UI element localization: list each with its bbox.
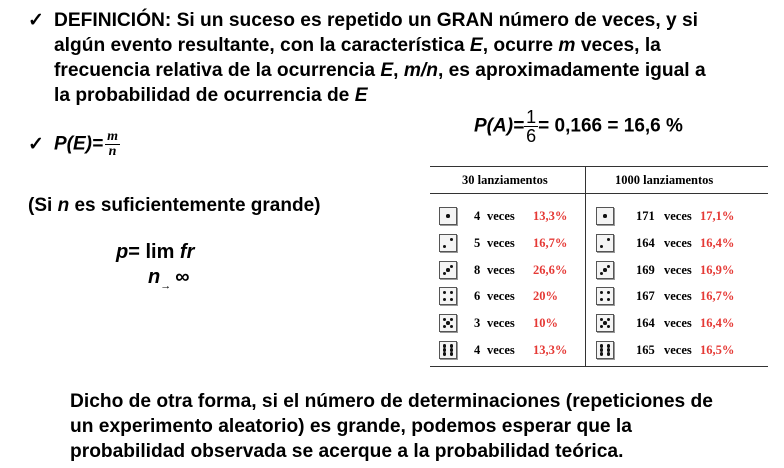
unit-label: veces: [487, 209, 515, 223]
arrow-right-icon: →: [160, 280, 172, 292]
definition-line-1: ✓ DEFINICIÓN: Si un suceso es repetido un GRAN número de veces, y si: [28, 10, 699, 31]
pa-fraction: $\frac{1}{6}$: [526, 107, 537, 146]
unit-label: veces: [664, 316, 692, 330]
definition-line-2: algún evento resultante, con la característica E, ocurre m veces, la: [54, 35, 661, 56]
right-percent: 16,7%: [700, 289, 735, 303]
right-percent: 17,1%: [700, 209, 735, 223]
left-count: 6: [474, 289, 481, 303]
unit-label: veces: [487, 343, 515, 357]
right-count: 167: [636, 289, 655, 303]
right-count: 164: [636, 236, 655, 250]
table-header-rule: [430, 193, 768, 194]
right-count: 165: [636, 343, 655, 357]
right-percent: 16,5%: [700, 343, 735, 357]
limit-formula: p= lim fr: [116, 241, 195, 263]
left-percent: 10%: [533, 316, 558, 330]
right-count: 169: [636, 263, 655, 277]
check-mark-icon: ✓: [28, 10, 45, 31]
pe-fraction: $\frac{m}{n}$: [107, 129, 118, 159]
right-count: 171: [636, 209, 655, 223]
table-bottom-rule: [430, 366, 768, 367]
definition-line-3: frecuencia relativa de la ocurrencia E, m/n, es aproximadamente igual a: [54, 60, 706, 81]
die-face-1-icon: [439, 207, 457, 225]
die-face-4-icon: [596, 287, 614, 305]
die-face-4-icon: [439, 287, 457, 305]
pe-formula: [28, 130, 120, 159]
right-count: 164: [636, 316, 655, 330]
unit-label: veces: [664, 343, 692, 357]
unit-label: veces: [664, 236, 692, 250]
die-face-6-icon: [596, 341, 614, 359]
condition-text: (Si n es suficientemente grande): [28, 195, 321, 216]
left-count: 4: [474, 343, 481, 357]
die-face-5-icon: [439, 314, 457, 332]
unit-label: veces: [664, 209, 692, 223]
definition-line-4: la probabilidad de ocurrencia de E: [54, 85, 368, 106]
table-header-30: 30 lanziamentos: [462, 173, 548, 187]
die-face-2-icon: [439, 234, 457, 252]
table-header-1000: 1000 lanziamentos: [615, 173, 714, 187]
left-percent: 20%: [533, 289, 558, 303]
die-face-1-icon: [596, 207, 614, 225]
unit-label: veces: [487, 236, 515, 250]
pa-formula: [474, 108, 683, 145]
left-count: 4: [474, 209, 481, 223]
definition-paragraph: [28, 8, 778, 108]
unit-label: veces: [487, 263, 515, 277]
die-face-5-icon: [596, 314, 614, 332]
die-face-3-icon: [596, 261, 614, 279]
right-percent: 16,4%: [700, 236, 735, 250]
right-percent: 16,9%: [700, 263, 735, 277]
table-top-rule: [430, 166, 768, 167]
infinity-symbol: ∞: [175, 266, 190, 288]
right-percent: 16,4%: [700, 316, 735, 330]
pa-result: = 0,166 = 16,6 %: [538, 115, 683, 137]
die-face-6-icon: [439, 341, 457, 359]
conclusion-paragraph: Dicho de otra forma, si el número de determinaciones (repeticiones de un experimento aleatorio) es grande, podemos esperar que la probabilidad observada se acerque a la probabilidad teórica.: [70, 391, 713, 462]
die-face-2-icon: [596, 234, 614, 252]
left-count: 3: [474, 316, 481, 330]
unit-label: veces: [664, 289, 692, 303]
left-count: 5: [474, 236, 481, 250]
pa-label: P(A)=: [474, 115, 525, 137]
pe-label: P(E)=: [54, 133, 104, 155]
table-column-separator: [585, 166, 586, 366]
definition-label: DEFINICIÓN:: [54, 10, 172, 31]
var-m: m: [558, 35, 576, 56]
left-count: 8: [474, 263, 481, 277]
left-percent: 13,3%: [533, 343, 568, 357]
event-E: E: [469, 35, 483, 56]
unit-label: veces: [664, 263, 692, 277]
unit-label: veces: [487, 289, 515, 303]
ratio-mn: m/n: [403, 60, 438, 81]
check-mark-icon: ✓: [28, 133, 44, 155]
left-percent: 16,7%: [533, 236, 568, 250]
left-percent: 13,3%: [533, 209, 568, 223]
limit-subscript: $n_\to$ ∞: [148, 266, 190, 292]
left-percent: 26,6%: [533, 263, 568, 277]
die-face-3-icon: [439, 261, 457, 279]
unit-label: veces: [487, 316, 515, 330]
